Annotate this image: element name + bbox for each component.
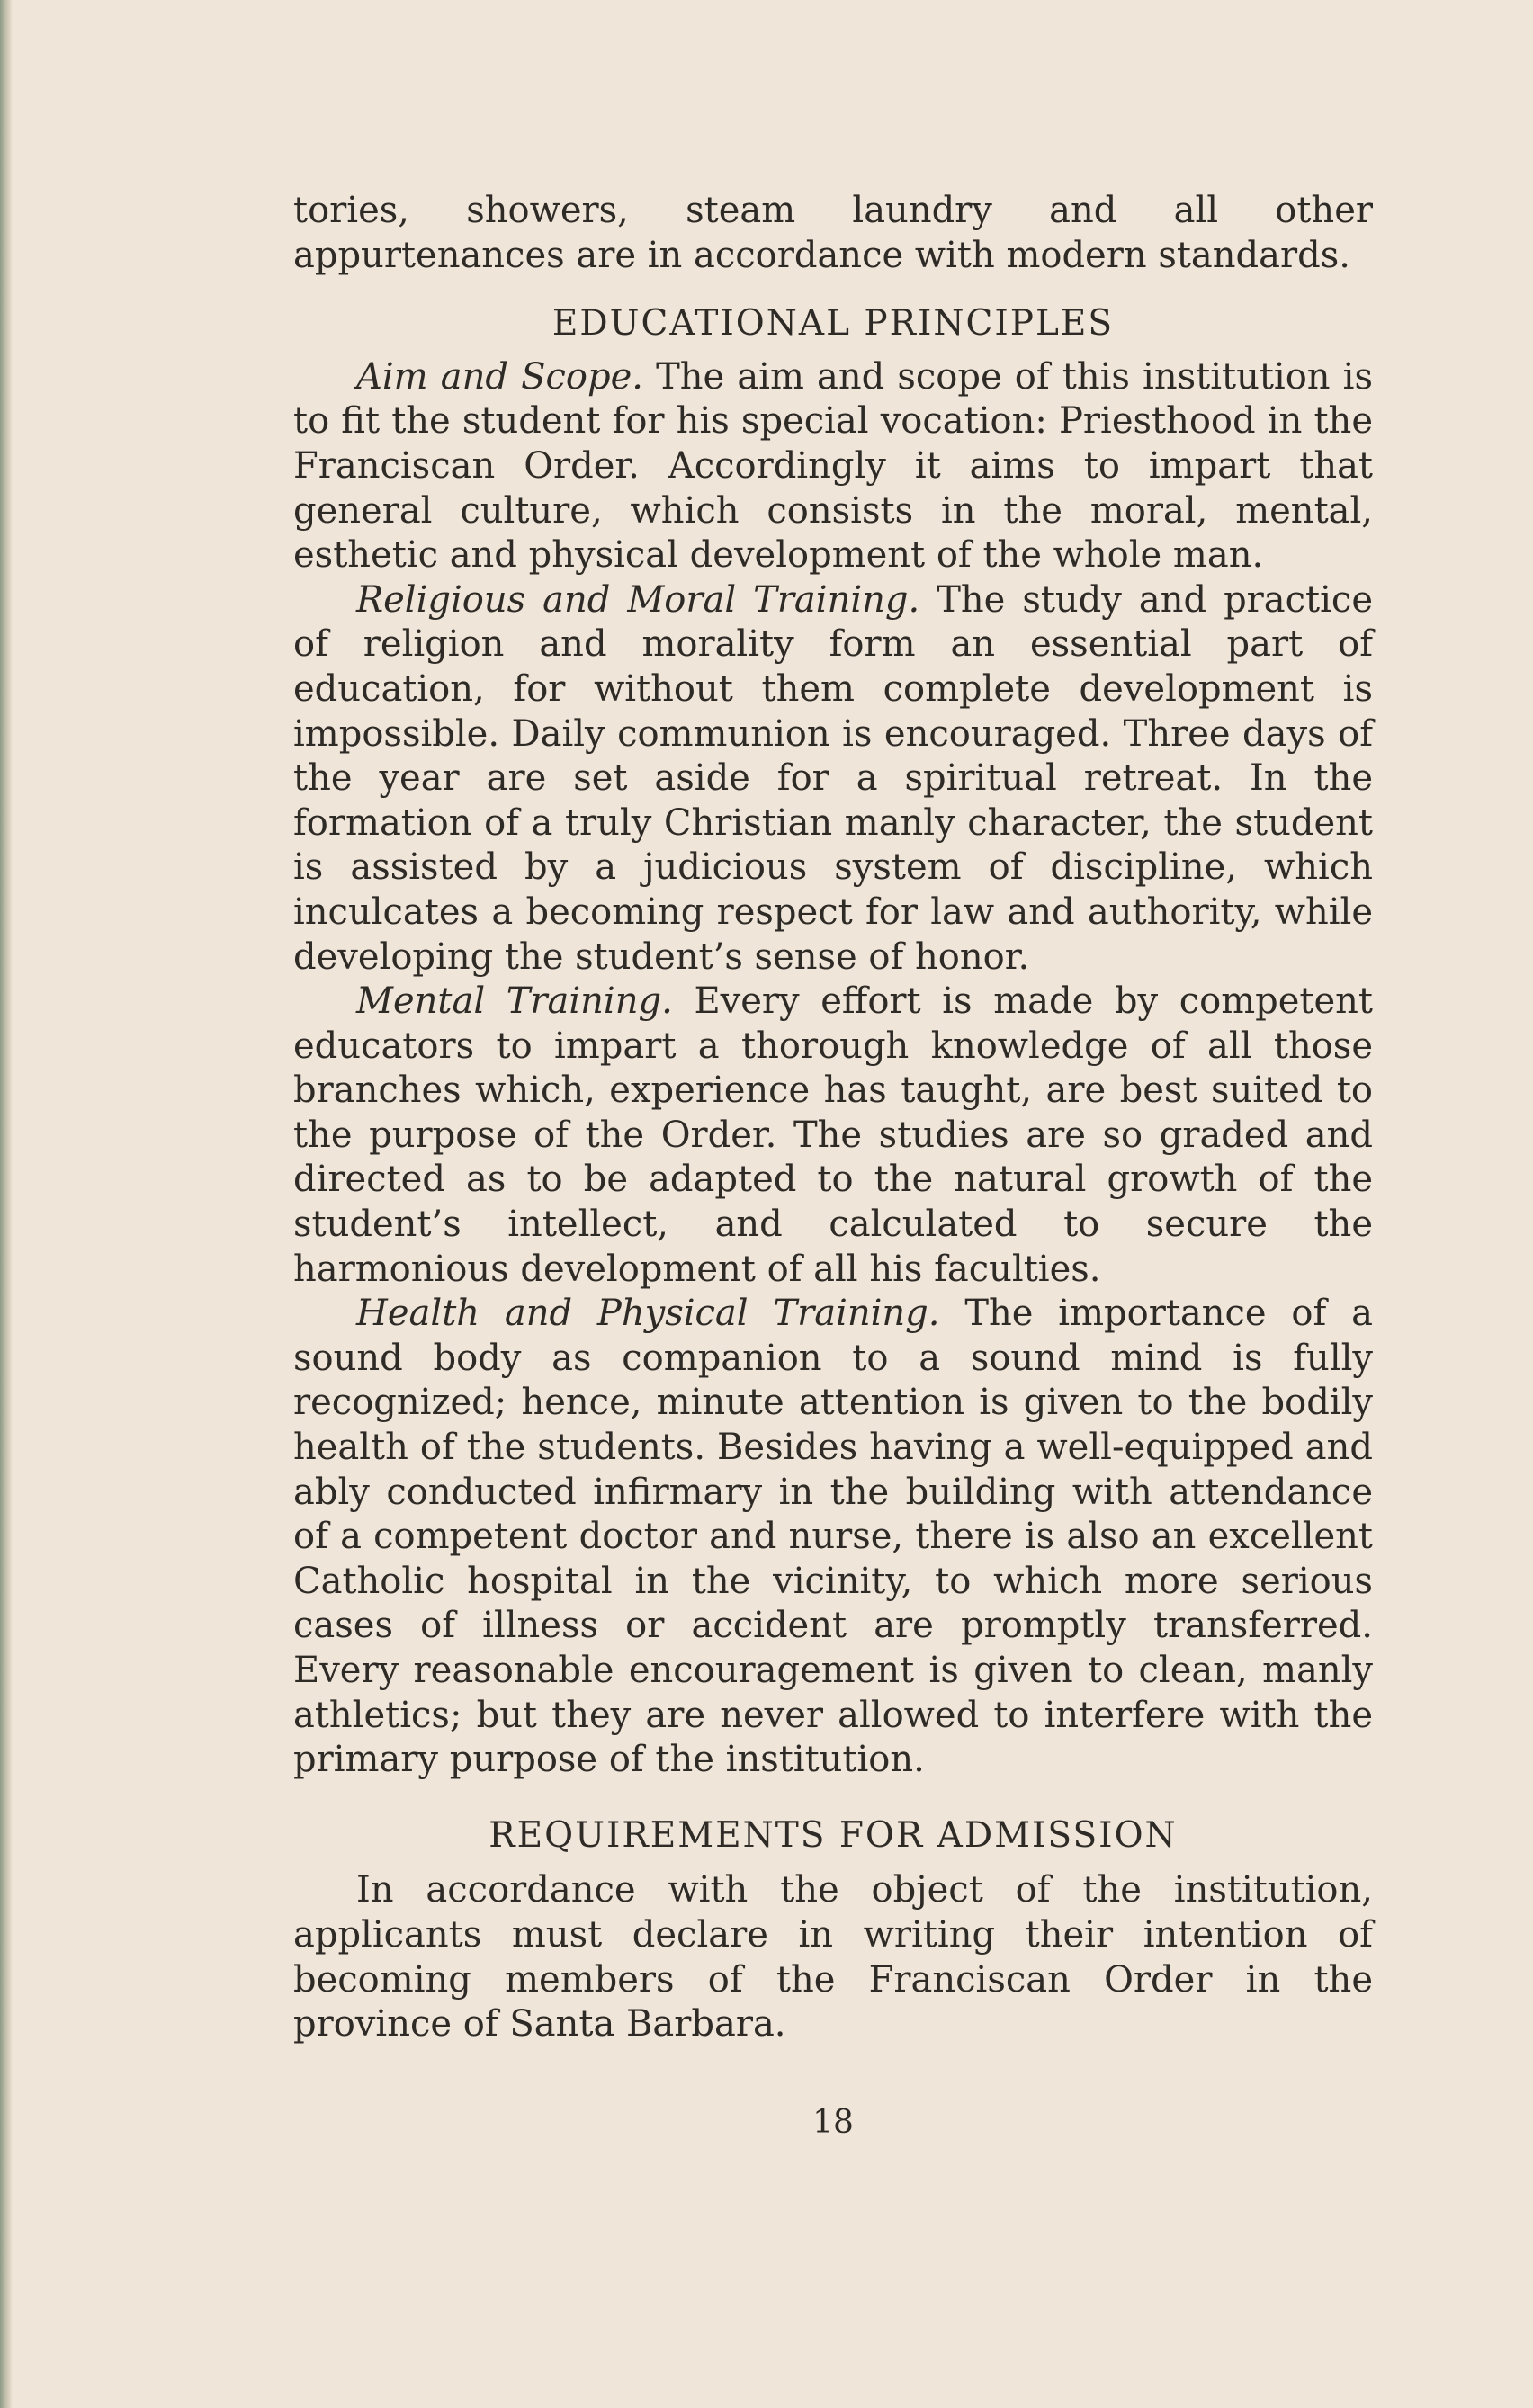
document-page (293, 189, 1373, 2285)
religious-training-text: The study and practice of religion and morality form an essential part of education, for without them complete development is impossible. Daily communion is encouraged. Three days of the year are set aside for a spiritual retreat. In the formation of a truly Christian manly character, the student is assisted by a judicious system of discipline, which inculcates a becoming respect for law and authority, while developing the student’s sense of honor. (293, 578, 1373, 978)
aim-and-scope-runin: Aim and Scope. (356, 355, 643, 398)
mental-training-runin: Mental Training. (356, 980, 673, 1023)
religious-training-runin: Religious and Moral Training. (356, 578, 920, 621)
religious-training-paragraph (293, 578, 1373, 980)
health-training-paragraph (293, 1292, 1373, 1783)
admission-paragraph: In accordance with the object of the institution, applicants must declare in writing their intention of becoming members of the Franciscan Order in the province of Santa Barbara. (293, 1869, 1373, 2045)
aim-and-scope-text: The aim and scope of this institution is to fit the student for his special vocation: Priesthood in the Franciscan Order. Accordingly it aims to impart that general culture, which consists in the moral, mental, esthetic and physical development of the whole man. (293, 355, 1373, 577)
mental-training-text: Every effort is made by competent educators to impart a thorough knowledge of all those branches which, experience has taught, are best suited to the purpose of the Order. The studies are so graded and directed as to be adapted to the natural growth of the student’s intellect, and calculated to secure the harmonious development of all his faculties. (293, 980, 1373, 1290)
page-number: 18 (812, 2104, 854, 2141)
health-training-text: The importance of a sound body as companion to a sound mind is fully recognized; hence, minute attention is given to the bodily health of the students. Besides having a well-equipped and ably conducted infirmary in the building with attendance of a competent doctor and nurse, there is also an excellent Catholic hospital in the vicinity, to which more serious cases of illness or accident are promptly transferred. Every reasonable encouragement is given to clean, manly athletics; but they are never allowed to interfere with the primary purpose of the institution. (293, 1293, 1374, 1781)
health-training-runin: Health and Physical Training. (356, 1293, 940, 1335)
section-heading-educational-principles: EDUCATIONAL PRINCIPLES (551, 303, 1115, 345)
mental-training-paragraph (293, 980, 1373, 1292)
section-heading-requirements-for-admission: REQUIREMENTS FOR ADMISSION (489, 1814, 1178, 1856)
aim-and-scope-paragraph (293, 355, 1373, 578)
page-binding-edge (0, 0, 13, 2408)
intro-paragraph: tories, showers, steam laundry and all other appurtenances are in accordance with modern standards. (293, 190, 1373, 276)
